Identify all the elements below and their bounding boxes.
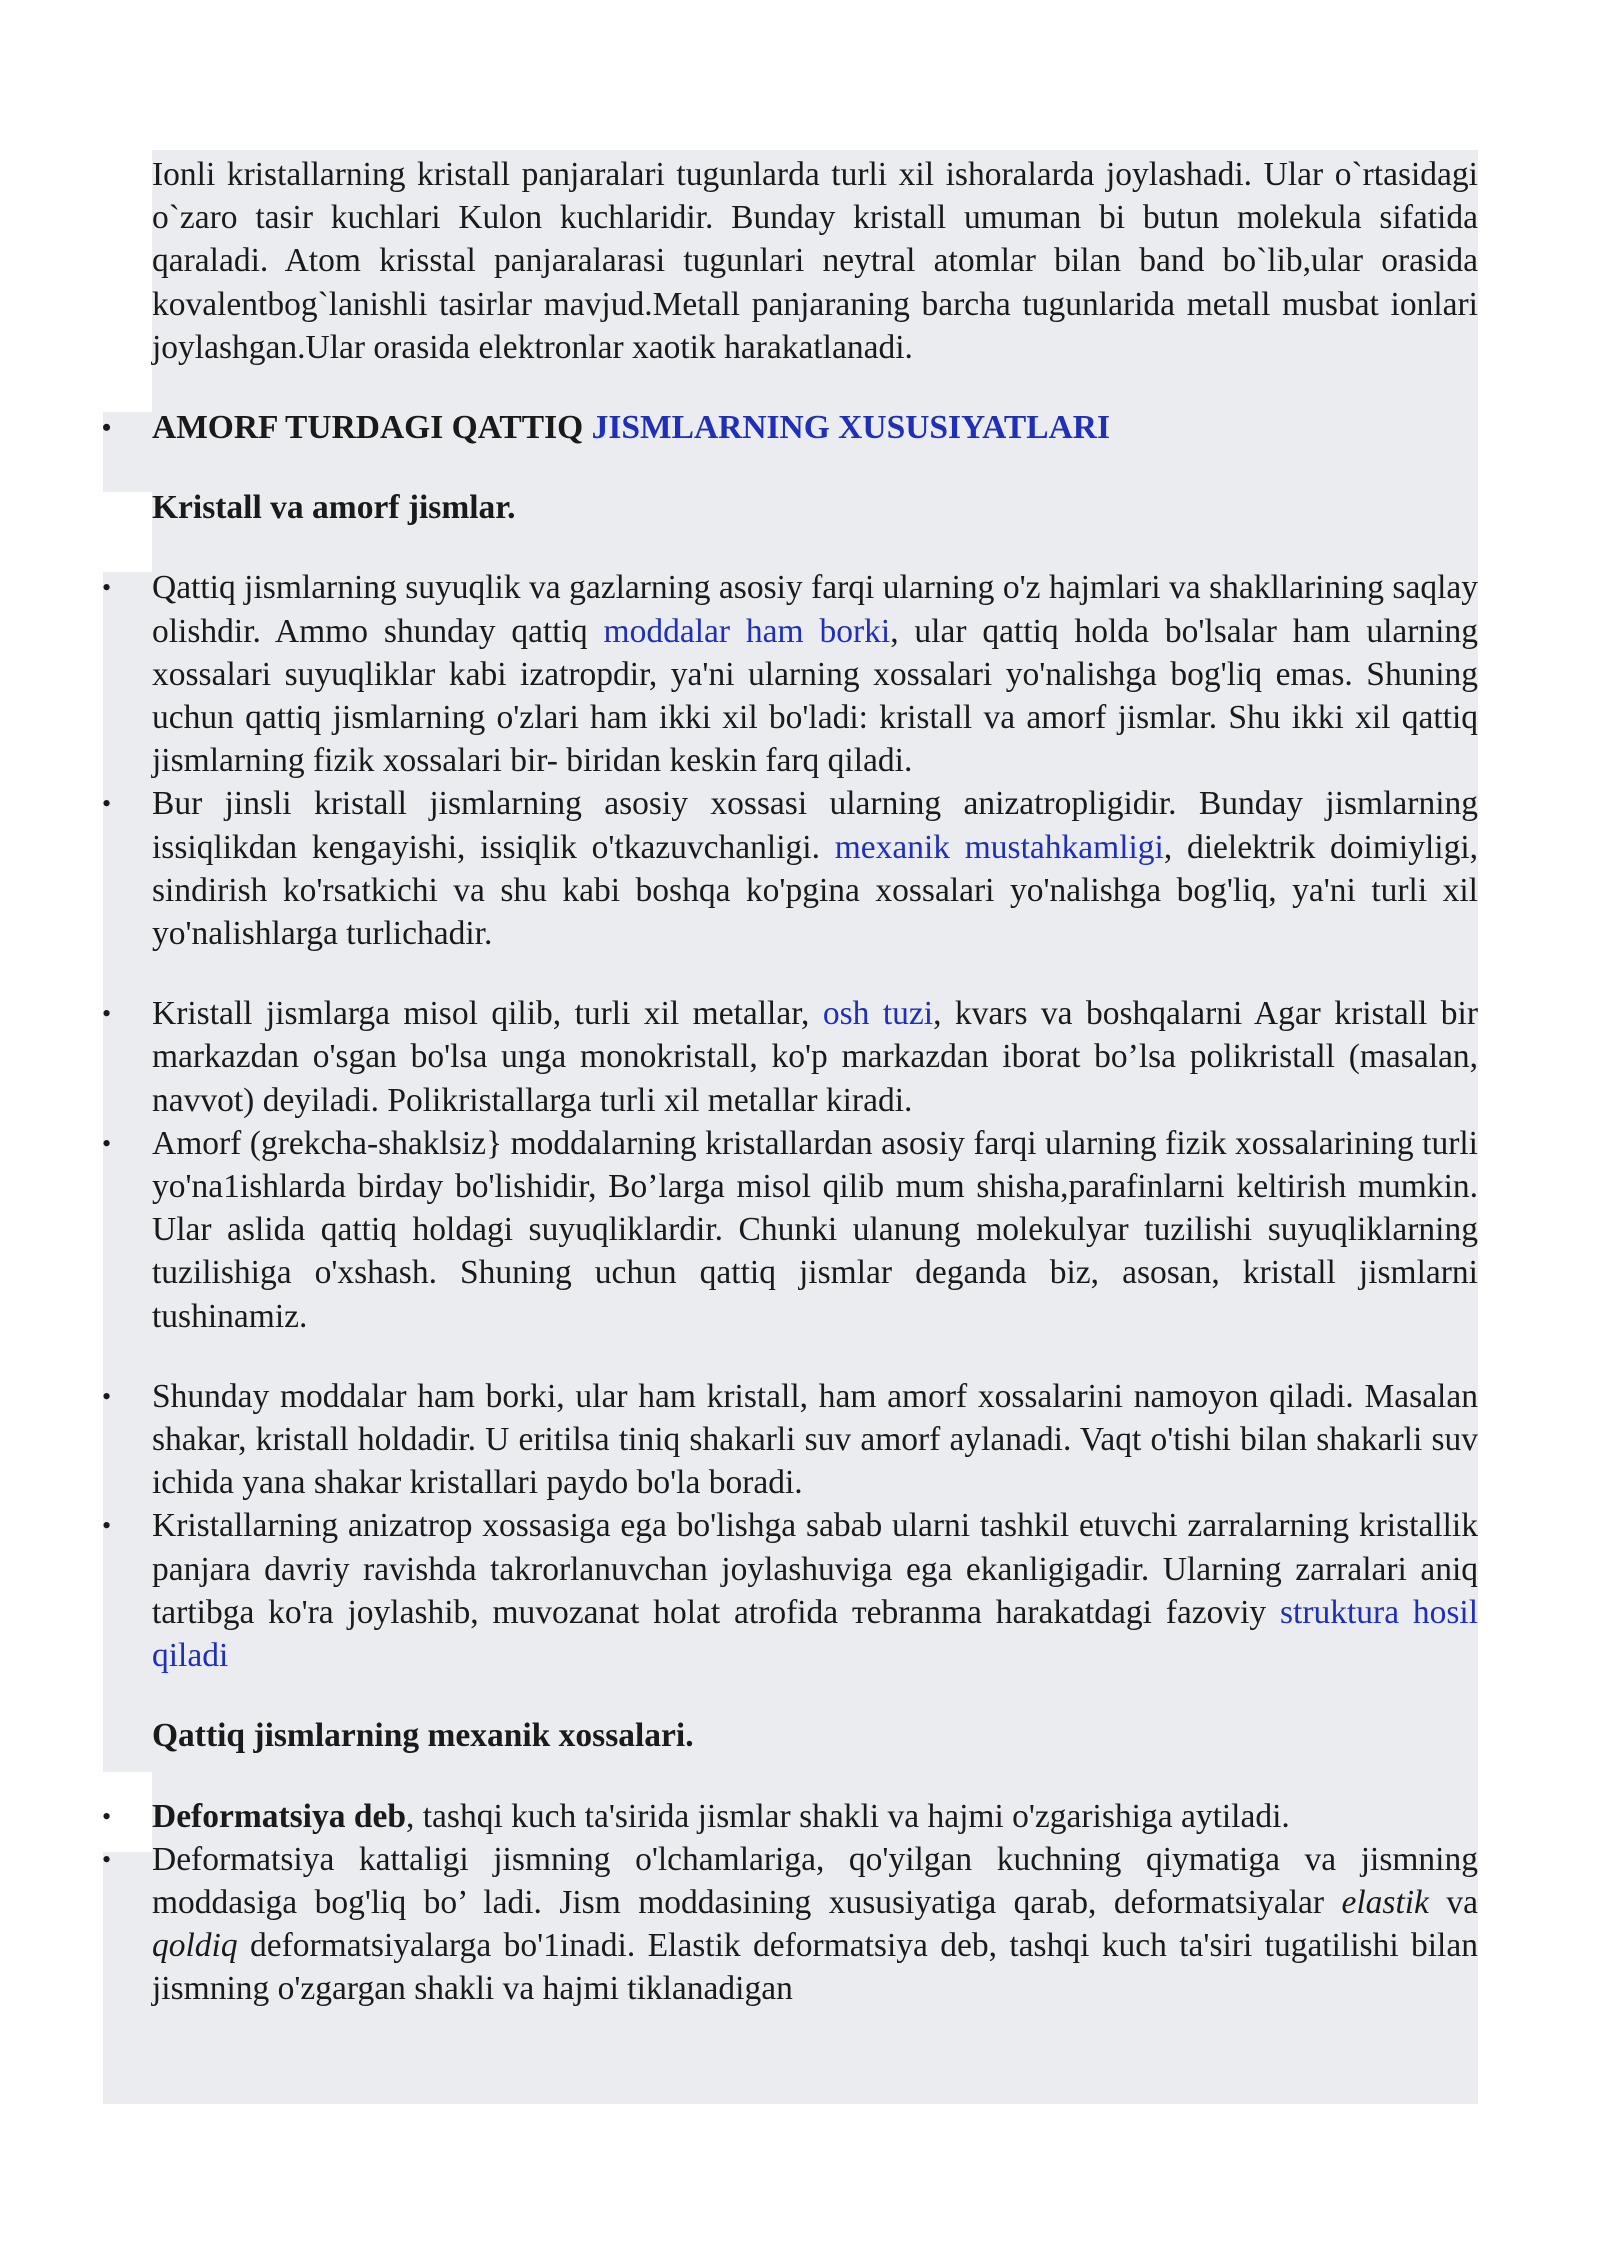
list-item-text: Shunday moddalar ham borki, ular ham kristall, ham amorf xossalarini namoyon qiladi. Masalan shakar, kristall holdadir. U eritilsa tiniq shakarli suv amorf aylanadi. Vaqt o'tishi bilan shakarli suv ichida yana shakar kristallari paydo bo'la boradi. <box>152 1377 1478 1502</box>
intro-paragraph: Ionli kristallarning kristall panjaralari tugunlarda turli xil ishoralarda joylashadi. Ular o`rtasidagi o`zaro tasir kuchlari Kulon kuchlaridir. Bunday kristall umuman bi butun molekula sifatida qaraladi. Atom krisstal panjaralarasi tugunlari neytral atomlar bilan band bo`lib,ular orasida kovalentbog`lanishli tasirlar mavjud.Metall panjaraning barcha tugunlarida metall musbat ionlari joylashgan.Ular orasida elektronlar xaotik harakatlanadi. <box>152 156 1478 366</box>
list-item-text: Amorf (grekcha-shaklsiz} moddalarning kristallardan asosiy farqi ularning fizik xossalarining turli yo'na1ishlarda birday bo'lishidir, Bo’larga misol qilib mum shisha,parafinlarni keltirish mumkin. Ular aslida qattiq holdagi suyuqliklardir. Chunki ulanung molekulyar tuzilishi suyuqliklarning tuzilishiga o'xshash. Shuning uchun qattiq jismlar deganda biz, asosan, kristall jismlarni tushinamiz. <box>152 1124 1478 1335</box>
list-item <box>152 1504 1478 1677</box>
list-item-text: , dielektrik doimiyligi, sindirish ko'rsatkichi va shu kabi boshqa ko'pgina xossalari yo'nalishga bog'liq, ya'ni turli xil yo'nalishlarga turlichadir. <box>152 828 1479 953</box>
list-item <box>152 992 1478 1122</box>
list-item-text: deformatsiyalarga bo'1inadi. Elastik deformatsiya deb, tashqi kuch ta'siri tugatilishi bilan jismning o'zgargan shakli va hajmi tiklanadigan <box>152 1927 1478 2008</box>
term-italic: qoldiq <box>152 1927 238 1965</box>
list-item <box>152 1795 1478 1838</box>
term-bold: Deformatsiya deb <box>152 1797 406 1835</box>
list-item-text: Deformatsiya kattaligi jismning o'lchamlariga, qo'yilgan kuchning qiymatiga va jismning moddasiga bog'liq bo’ ladi. Jism moddasining xususiyatiga qarab, deformatsiyalar <box>152 1840 1478 1921</box>
term-italic: elastik <box>1341 1883 1429 1921</box>
list-item <box>152 1838 1478 2011</box>
list-item-text: va <box>1428 1883 1478 1921</box>
section-heading-amorf <box>152 406 1478 449</box>
bullet-list-4 <box>152 1795 1478 2011</box>
list-item-text: , kvars va boshqalarni Agar kristall bir markazdan o'sgan bo'lsa unga monokristall, ko'p markazdan iborat bo’lsa polikristall (masalan, navvot) deyiladi. Polikristallarga turli xil metallar kiradi. <box>152 995 1478 1119</box>
heading-link[interactable]: JISMLARNING XUSUSIYATLARI <box>591 409 1110 447</box>
link-osh-tuzi[interactable]: osh tuzi <box>822 995 934 1033</box>
list-item <box>152 566 1478 782</box>
section-heading-kristall-amorf: Kristall va amorf jismlar. <box>152 489 516 527</box>
list-item-text: Qattiq jismlarning suyuqlik va gazlarning asosiy farqi ularning o'z hajmlari va shakllarining saqlay olishdir. Ammo shunday qattiq <box>152 569 1478 650</box>
list-item-text: Kristall jismlarga misol qilib, turli xil metallar, <box>152 995 823 1033</box>
bullet-list-1 <box>152 566 1478 955</box>
section-heading-mexanik: Qattiq jismlarning mexanik xossalari. <box>152 1717 694 1755</box>
list-item-text: , ular qattiq holda bo'lsalar ham ularning xossalari suyuqliklar kabi izatropdir, ya'ni ularning xossalari yo'nalishga bog'liq emas. Shuning uchun qattiq jismlarning o'zlari ham ikki xil bo'ladi: kristall va amorf jismlar. Shu ikki xil qattiq jismlarning fizik xossalari bir- biridan keskin farq qiladi. <box>152 612 1478 780</box>
list-item-text: , tashqi kuch ta'sirida jismlar shakli va hajmi o'zgarishiga aytiladi. <box>406 1797 1290 1835</box>
list-item <box>152 782 1478 955</box>
bullet-list-2 <box>152 992 1478 1338</box>
list-item <box>152 1122 1478 1338</box>
link-struktura[interactable]: struktura hosil qiladi <box>152 1593 1479 1675</box>
heading-text: AMORF TURDAGI QATTIQ <box>152 409 592 447</box>
list-item-text: Bur jinsli kristall jismlarning asosiy xossasi ularning anizatropligidir. Bunday jismlarning issiqlikdan kengayishi, issiqlik o'tkazuvchanligi. <box>152 785 1478 866</box>
heading-list <box>152 406 1478 449</box>
document-body <box>152 153 1478 2011</box>
bullet-list-3 <box>152 1375 1478 1677</box>
link-mexanik[interactable]: mexanik mustahkamligi <box>834 828 1164 866</box>
list-item <box>152 1375 1478 1505</box>
link-moddalar[interactable]: moddalar ham borki <box>603 612 891 650</box>
list-item-text: Kristallarning anizatrop xossasiga ega bo'lishga sabab ularni tashkil etuvchi zarralarning kristallik panjara davriy ravishda takrorlanuvchan joylashuviga ega ekanligigadir. Ularning zarralari aniq tartibga ko'ra joylashib, muvozanat holat atrofida тebranma harakatdagi fazoviy <box>152 1507 1478 1631</box>
